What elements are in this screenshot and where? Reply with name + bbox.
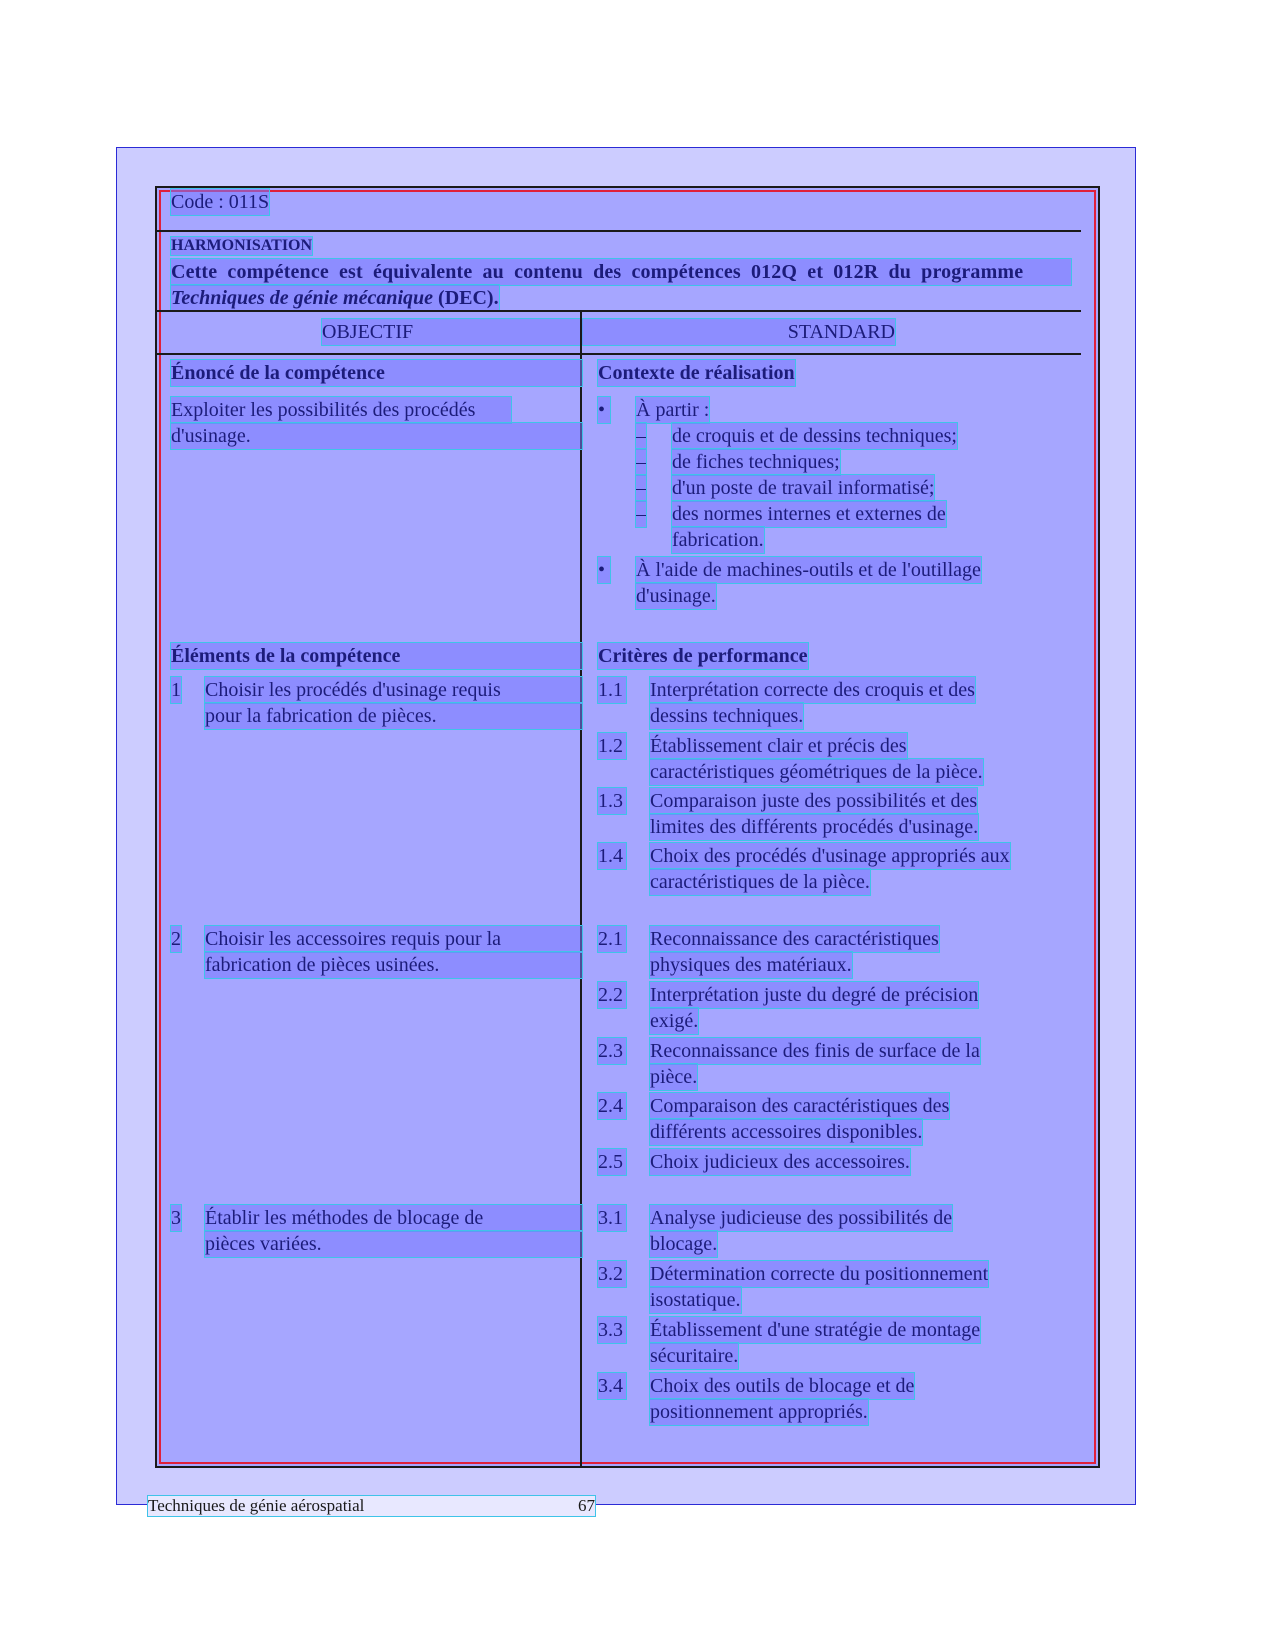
dash: –	[636, 477, 646, 499]
critere-text: Choix des procédés d'usinage appropriés aux	[650, 845, 1010, 867]
element-number: 3	[171, 1207, 181, 1229]
critere-text: Détermination correcte du positionnement	[650, 1263, 989, 1285]
harmonisation-text: Cette compétence est équivalente au contenu des compétences 012Q et 012R du programme	[171, 259, 1071, 285]
critere-number: 2.2	[598, 982, 626, 1008]
critere-text: Établissement clair et précis des	[650, 735, 907, 757]
critere-text: limites des différents procédés d'usinage.	[650, 816, 979, 838]
critere-text: blocage.	[650, 1233, 718, 1255]
element-text: Choisir les accessoires requis pour la	[205, 926, 582, 952]
critere-text: physiques des matériaux.	[650, 954, 852, 976]
critere-number: 3.2	[598, 1261, 626, 1287]
critere-number: 1.4	[598, 843, 626, 869]
enonce-text: d'usinage.	[171, 423, 582, 449]
code-label: Code : 011S	[171, 191, 270, 213]
dash: –	[636, 425, 646, 447]
element-number: 2	[171, 928, 181, 950]
critere-text: isostatique.	[650, 1289, 741, 1311]
program-suffix: (DEC).	[433, 287, 499, 309]
critere-text: Comparaison des caractéristiques des	[650, 1095, 950, 1117]
contexte-item: d'usinage.	[636, 585, 716, 607]
page-footer	[148, 1496, 595, 1516]
critere-text: Analyse judicieuse des possibilités de	[650, 1207, 953, 1229]
critere-text: Reconnaissance des finis de surface de la	[650, 1040, 980, 1062]
critere-text: sécuritaire.	[650, 1345, 739, 1367]
contexte-subitem: des normes internes et externes de	[672, 503, 946, 525]
critere-text: Interprétation juste du degré de précision	[650, 984, 979, 1006]
critere-number: 2.5	[598, 1149, 626, 1175]
element-text: Choisir les procédés d'usinage requis	[205, 677, 582, 703]
elements-heading: Éléments de la compétence	[171, 643, 582, 669]
harmonisation-text-2	[171, 285, 499, 311]
contexte-item: À partir :	[636, 399, 710, 421]
divider	[157, 353, 1081, 355]
critere-number: 1.3	[598, 788, 626, 814]
element-text: pour la fabrication de pièces.	[205, 703, 582, 729]
critere-text: positionnement appropriés.	[650, 1401, 868, 1423]
element-text: pièces variées.	[205, 1231, 582, 1257]
critere-text: Interprétation correcte des croquis et des	[650, 679, 975, 701]
divider	[157, 230, 1081, 232]
critere-text: Choix des outils de blocage et de	[650, 1375, 915, 1397]
critere-text: exigé.	[650, 1010, 699, 1032]
criteres-heading: Critères de performance	[598, 645, 808, 667]
bullet: •	[598, 557, 610, 583]
column-header-objectif: OBJECTIF	[322, 319, 582, 345]
critere-text: dessins techniques.	[650, 705, 804, 727]
contexte-subitem: d'un poste de travail informatisé;	[672, 477, 935, 499]
critere-number: 3.3	[598, 1317, 626, 1343]
contexte-subitem: de fiches techniques;	[672, 451, 840, 473]
dash: –	[636, 451, 646, 473]
critere-number: 3.1	[598, 1205, 626, 1231]
critere-text: pièce.	[650, 1066, 698, 1088]
contexte-subitem: fabrication.	[672, 529, 764, 551]
column-divider	[580, 312, 582, 1466]
page-number: 67	[578, 1496, 595, 1515]
critere-text: Choix judicieux des accessoires.	[650, 1151, 910, 1173]
element-text: Établir les méthodes de blocage de	[205, 1205, 582, 1231]
dash: –	[636, 503, 646, 525]
critere-number: 3.4	[598, 1373, 626, 1399]
critere-text: caractéristiques de la pièce.	[650, 871, 870, 893]
critere-text: Reconnaissance des caractéristiques	[650, 928, 939, 950]
critere-number: 1.1	[598, 677, 626, 703]
element-text: fabrication de pièces usinées.	[205, 952, 582, 978]
critere-number: 2.1	[598, 926, 626, 952]
critere-text: caractéristiques géométriques de la pièce.	[650, 761, 983, 783]
footer-program: Techniques de génie aérospatial	[148, 1496, 365, 1515]
divider	[157, 310, 1081, 312]
bullet: •	[598, 397, 610, 423]
enonce-heading: Énoncé de la compétence	[171, 360, 582, 386]
critere-text: Établissement d'une stratégie de montage	[650, 1319, 981, 1341]
element-number: 1	[171, 679, 181, 701]
contexte-item: À l'aide de machines-outils et de l'outillage	[636, 559, 981, 581]
column-header-standard: STANDARD	[582, 319, 895, 345]
critere-text: Comparaison juste des possibilités et des	[650, 790, 978, 812]
enonce-text: Exploiter les possibilités des procédés	[171, 397, 511, 423]
critere-number: 1.2	[598, 733, 626, 759]
critere-text: différents accessoires disponibles.	[650, 1121, 923, 1143]
contexte-subitem: de croquis et de dessins techniques;	[672, 425, 957, 447]
critere-number: 2.4	[598, 1093, 626, 1119]
harmonisation-title: HARMONISATION	[171, 237, 313, 254]
critere-number: 2.3	[598, 1038, 626, 1064]
contexte-heading: Contexte de réalisation	[598, 362, 795, 384]
program-name: Techniques de génie mécanique	[171, 287, 434, 309]
